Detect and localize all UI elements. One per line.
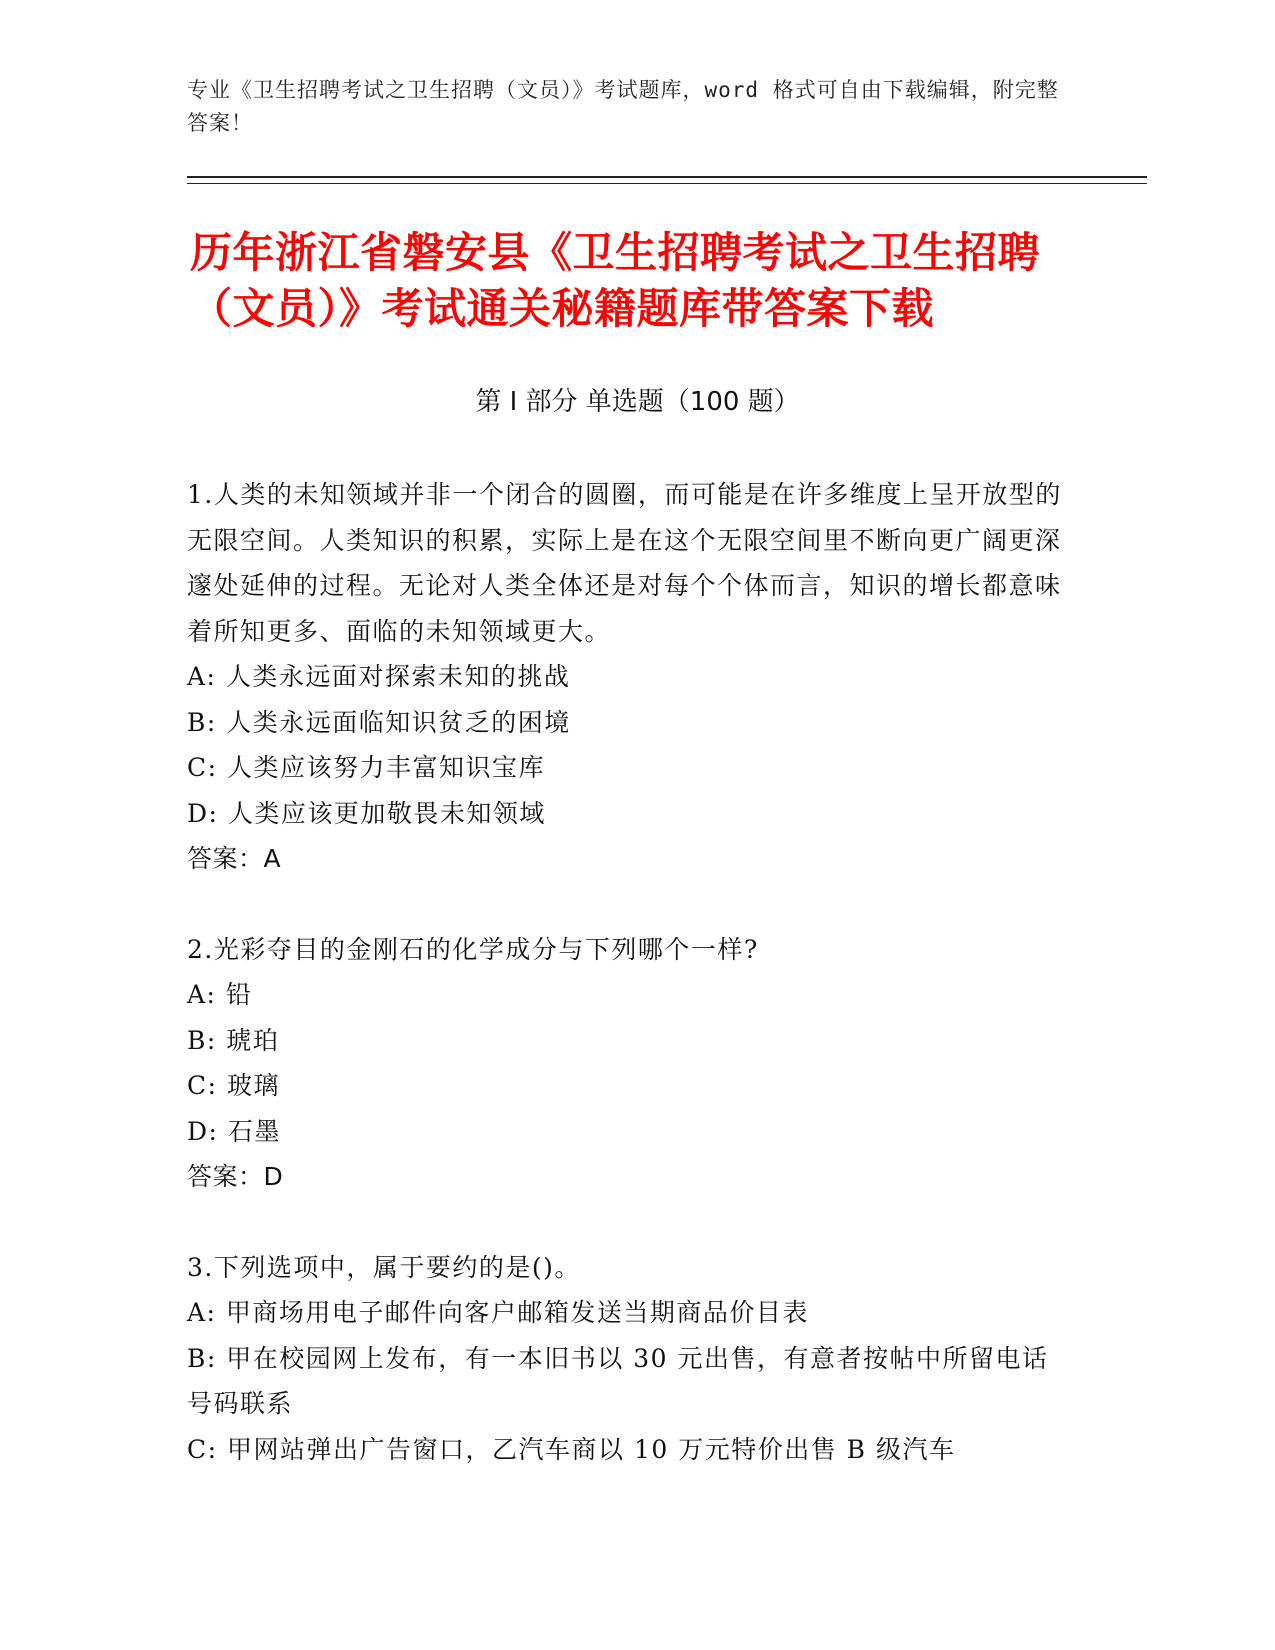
option-d: D: 人类应该更加敬畏未知领域 [187, 798, 546, 828]
spacer [187, 882, 1067, 927]
question-list [187, 472, 1067, 1472]
answer: 答案：D [187, 1162, 284, 1191]
option-c: C: 玻璃 [187, 1071, 280, 1100]
question-stem: 1.人类的未知领域并非一个闭合的圆圈，而可能是在许多维度上呈开放型的无限空间。人类知识的积累，实际上是在这个无限空间里不断向更广阔更深邃处延伸的过程。无论对人类全体还是对每个个体而言，知识的增长都意味着所知更多、面临的未知领域更大。 [187, 480, 1062, 646]
document-title: 历年浙江省磐安县《卫生招聘考试之卫生招聘（文员）》考试通关秘籍题库带答案下载 [190, 228, 1041, 333]
option-c: C: 人类应该努力丰富知识宝库 [187, 753, 545, 782]
option-a: A: 甲商场用电子邮件向客户邮箱发送当期商品价目表 [187, 1298, 809, 1327]
answer: 答案：A [187, 844, 282, 873]
header-divider-thin [187, 183, 1147, 184]
section-title: 第 I 部分 单选题（100 题） [475, 387, 800, 417]
header-divider-thick [187, 176, 1147, 178]
header-note: 专业《卫生招聘考试之卫生招聘（文员）》考试题库，word 格式可自由下载编辑，附完整答案！ [187, 78, 1059, 135]
option-a: A: 人类永远面对探索未知的挑战 [187, 662, 571, 691]
spacer [187, 1200, 1067, 1245]
option-b: B: 甲在校园网上发布，有一本旧书以 30 元出售，有意者按帖中所留电话号码联系 [187, 1343, 1049, 1418]
option-c: C: 甲网站弹出广告窗口，乙汽车商以 10 万元特价出售 B 级汽车 [187, 1434, 956, 1464]
option-b: B: 人类永远面临知识贫乏的困境 [187, 707, 571, 737]
question-2 [187, 927, 1067, 1200]
question-stem: 2.光彩夺目的金刚石的化学成分与下列哪个一样? [187, 934, 759, 964]
option-b: B: 琥珀 [187, 1025, 280, 1055]
option-d: D: 石墨 [187, 1116, 281, 1146]
question-3 [187, 1245, 1067, 1473]
question-1 [187, 472, 1067, 882]
option-a: A: 铅 [187, 980, 253, 1009]
question-stem: 3.下列选项中，属于要约的是()。 [187, 1252, 581, 1282]
